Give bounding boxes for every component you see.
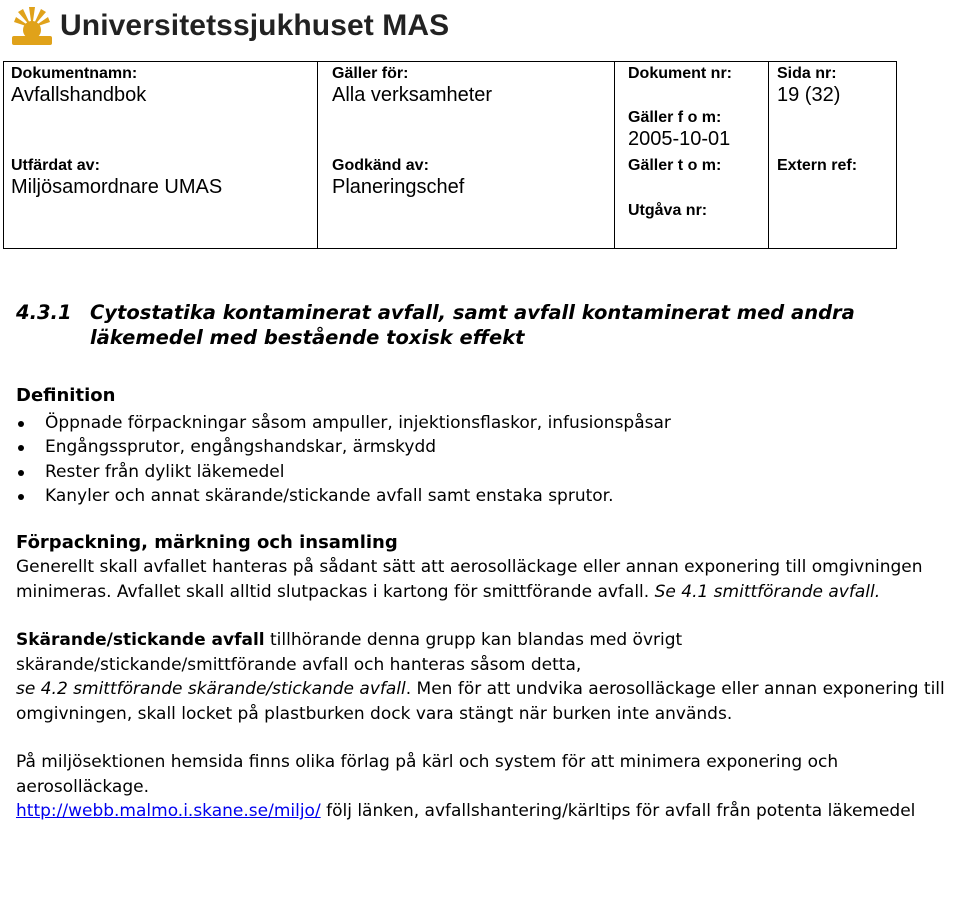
godkand-av-cell	[332, 156, 464, 199]
galler-for-label: Gäller för:	[332, 65, 409, 82]
document-metadata-table	[3, 61, 897, 249]
utgava-nr-cell	[628, 201, 707, 221]
dokumentnamn-label: Dokumentnamn:	[11, 65, 138, 82]
definition-list	[16, 411, 956, 509]
extern-ref-cell	[777, 156, 857, 176]
sun-emblem-icon	[10, 6, 54, 46]
packing-heading: Förpackning, märkning och insamling	[16, 531, 398, 553]
galler-fom-cell	[628, 108, 730, 151]
packing-text: Generellt skall avfallet hanteras på sådant sätt att aerosolläckage eller annan exponering till omgivningen minimeras. Avfallet skall alltid slutpackas i kartong för smittförande avfall.	[16, 557, 923, 602]
sharp-waste-text-2: . Men för att undvika aerosolläckage eller annan exponering till omgivningen, skall locket på plastburken dock vara stängt när burken inte används.	[16, 679, 945, 724]
list-item: Kanyler och annat skärande/stickande avfall samt enstaka sprutor.	[16, 484, 956, 509]
dokumentnamn-value: Avfallshandbok	[11, 84, 147, 106]
sharp-waste-reference: se 4.2 smittförande skärande/stickande avfall	[16, 679, 406, 699]
sharp-waste-paragraph	[16, 628, 956, 726]
sida-nr-value: 19 (32)	[777, 84, 841, 106]
godkand-av-label: Godkänd av:	[332, 157, 429, 174]
utfardat-av-label: Utfärdat av:	[11, 157, 100, 174]
website-paragraph	[16, 750, 956, 824]
dokumentnamn-cell	[11, 64, 146, 107]
definition-heading: Definition	[16, 385, 116, 406]
sida-nr-cell	[777, 64, 840, 107]
website-text: På miljösektionen hemsida finns olika förlag på kärl och system för att minimera exponering och aerosolläckage.	[16, 752, 839, 797]
dokument-nr-label: Dokument nr:	[628, 65, 732, 82]
document-body	[16, 300, 956, 824]
sida-nr-label: Sida nr:	[777, 65, 837, 82]
utfardat-av-cell	[11, 156, 222, 199]
sharp-waste-text: tillhörande denna grupp kan blandas med övrigt skärande/stickande/smittförande avfall och hanteras såsom detta,	[16, 630, 683, 675]
galler-for-cell	[332, 64, 492, 107]
list-item: Öppnade förpackningar såsom ampuller, injektionsflaskor, infusionspåsar	[16, 411, 956, 436]
list-item: Engångssprutor, engångshandskar, ärmskydd	[16, 435, 956, 460]
galler-for-value: Alla verksamheter	[332, 84, 493, 106]
packing-paragraph	[16, 555, 956, 604]
utfardat-av-value: Miljösamordnare UMAS	[11, 176, 223, 198]
section-number: 4.3.1	[16, 301, 72, 324]
dokument-nr-cell	[628, 64, 732, 84]
extern-ref-label: Extern ref:	[777, 157, 858, 174]
godkand-av-value: Planeringschef	[332, 176, 465, 198]
miljo-link[interactable]: http://webb.malmo.i.skane.se/miljo/	[16, 801, 321, 821]
galler-fom-value: 2005-10-01	[628, 128, 731, 150]
galler-fom-label: Gäller f o m:	[628, 109, 722, 126]
website-link-text: följ länken, avfallshantering/kärltips för avfall från potenta läkemedel	[320, 801, 916, 821]
galler-tom-label: Gäller t o m:	[628, 157, 722, 174]
hospital-logo	[10, 6, 449, 46]
packing-reference: Se 4.1 smittförande avfall.	[654, 581, 881, 602]
section-heading	[16, 300, 956, 350]
logo-text: Universitetssjukhuset MAS	[60, 9, 450, 42]
galler-tom-cell	[628, 156, 721, 176]
list-item: Rester från dylikt läkemedel	[16, 460, 956, 485]
section-title: Cytostatika kontaminerat avfall, samt avfall kontaminerat med andra läkemedel med bestående toxisk effekt	[90, 301, 855, 349]
utgava-nr-label: Utgåva nr:	[628, 202, 708, 219]
sharp-waste-term: Skärande/stickande avfall	[16, 630, 265, 650]
